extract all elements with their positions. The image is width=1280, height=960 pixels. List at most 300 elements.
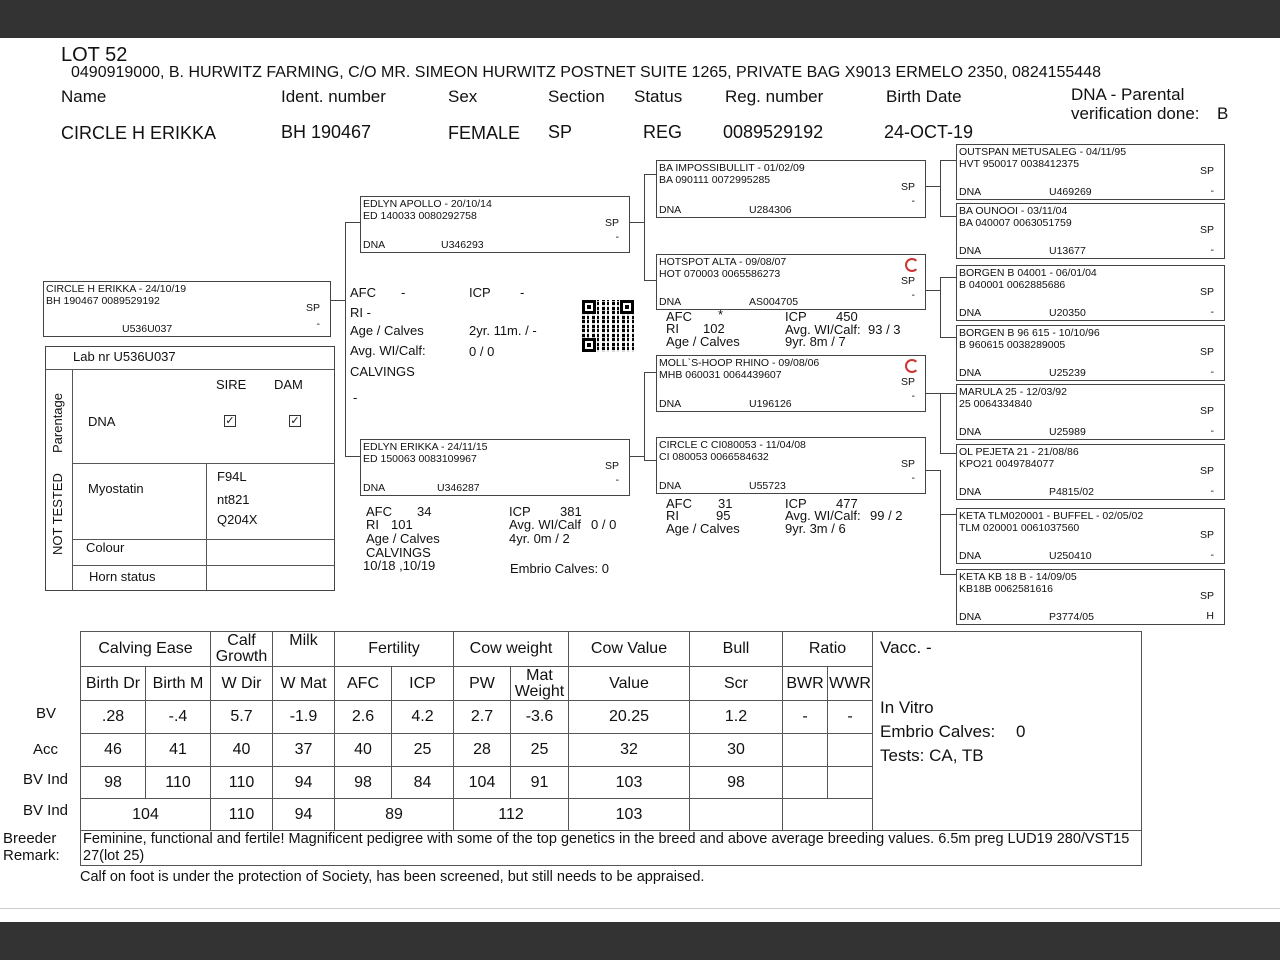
parentage-label: Parentage	[50, 393, 65, 453]
gp1-id: BA 090111 0072995285	[659, 174, 771, 186]
lab-box	[45, 346, 335, 591]
embrio-value: 0	[1016, 722, 1026, 741]
bvind2-cell: 112	[454, 799, 569, 831]
header-birth: Birth Date	[886, 87, 962, 106]
connector	[926, 470, 940, 471]
gp2-name: HOTSPOT ALTA - 09/08/07	[659, 256, 787, 268]
sire-label: SIRE	[216, 377, 247, 392]
hs-ri-value: 102	[703, 321, 725, 336]
ggp-dash: -	[1210, 244, 1214, 256]
sire-sp: SP	[604, 217, 619, 229]
gp3-name: MOLL`S-HOOP RHINO - 09/08/06	[659, 357, 820, 369]
bvind2-cell	[783, 799, 873, 831]
pedigree-ggp-5	[956, 384, 1225, 440]
myo-value: Q204X	[217, 512, 258, 527]
connector	[345, 222, 360, 223]
sub-header: ICP	[392, 667, 454, 701]
sub-header: WWR	[828, 667, 873, 701]
dam-ri-value: 101	[391, 517, 413, 532]
ggp-id: HVT 950017 0038412375	[959, 158, 1080, 170]
ggp-sp: SP	[1199, 590, 1214, 602]
ggp-sp: SP	[1199, 465, 1214, 477]
subject-dash: -	[316, 318, 320, 330]
connector	[345, 222, 346, 456]
side-panel	[873, 632, 1142, 831]
hs-icp-label: ICP	[785, 309, 807, 324]
lab-divider	[46, 369, 334, 370]
sub-header: Birth Dr	[81, 667, 146, 701]
dam-age-label: Age / Calves	[366, 531, 440, 546]
ggp-sp: SP	[1199, 286, 1214, 298]
header-ident: Ident. number	[281, 87, 386, 106]
dam-dash: -	[615, 474, 619, 486]
pedigree-ggp-2	[956, 203, 1225, 259]
ggp-dna-label: DNA	[959, 186, 982, 198]
acc-cell: 40	[335, 734, 392, 767]
self-afc-value: -	[401, 285, 406, 300]
dam-calvings-value: 10/18 ,10/19	[363, 558, 436, 573]
subject-box	[43, 281, 331, 337]
acc-cell: 30	[690, 734, 783, 767]
horn-label: Horn status	[89, 569, 156, 584]
qr-finder	[620, 300, 634, 314]
divider	[0, 908, 1280, 909]
group-milk: Milk	[273, 632, 335, 667]
bvind-cell: 98	[81, 767, 146, 799]
animal-birth: 24-OCT-19	[884, 122, 974, 142]
bvind-cell: 110	[211, 767, 273, 799]
bv-cell: 2.7	[454, 701, 511, 734]
pedigree-granddam-2	[656, 437, 926, 494]
subject-id: BH 190467 0089529192	[46, 295, 160, 307]
dna-label: DNA	[88, 414, 116, 429]
sire-dna-value: U346293	[441, 239, 484, 251]
hs-wi-value: 93 / 3	[868, 322, 901, 337]
sire-dna-check: ✓	[225, 415, 235, 427]
dam-sp: SP	[604, 460, 619, 472]
self-ri: RI -	[350, 305, 371, 320]
breeder-label: Breeder	[3, 830, 57, 847]
cc-ri-label: RI	[666, 508, 679, 523]
ggp-dna-value: U20350	[1049, 307, 1086, 319]
qr-finder	[582, 300, 596, 314]
gp4-sp: SP	[900, 458, 915, 470]
row-label-bvind: BV Ind	[23, 771, 69, 788]
embrio-calves	[880, 722, 1134, 742]
connector	[345, 456, 360, 457]
self-calvings: CALVINGS	[350, 364, 415, 379]
cc-age-label: Age / Calves	[666, 521, 740, 536]
subject-name: CIRCLE H ERIKKA - 24/10/19	[46, 283, 187, 295]
self-age-label: Age / Calves	[350, 323, 424, 338]
connector	[940, 453, 956, 454]
acc-cell	[783, 734, 828, 767]
connector	[331, 300, 345, 301]
cc-icp-label: ICP	[785, 496, 807, 511]
bv-cell: .28	[81, 701, 146, 734]
self-wi-label: Avg. WI/Calf:	[350, 343, 426, 358]
ggp-name: MARULA 25 - 12/03/92	[959, 386, 1067, 398]
dam-icp-value: 381	[560, 504, 582, 519]
gp4-dash: -	[911, 472, 915, 484]
lab-vdivider	[72, 369, 73, 591]
gp4-name: CIRCLE C CI080053 - 11/04/08	[659, 439, 806, 451]
group-cow-value: Cow Value	[569, 632, 690, 667]
connector	[940, 574, 956, 575]
bv-cell: 20.25	[569, 701, 690, 734]
dam-label: DAM	[274, 377, 303, 392]
cc-afc-value: 31	[718, 496, 733, 511]
connector	[940, 337, 956, 338]
bvind2-cell	[690, 799, 783, 831]
red-logo-icon	[905, 359, 919, 373]
owner-line: 0490919000, B. HURWITZ FARMING, C/O MR. SIMEON HURWITZ POSTNET SUITE 1265, PRIVATE BAG X9013 ERMELO 2350, 0824155448	[71, 64, 1101, 81]
ggp-dna-label: DNA	[959, 307, 982, 319]
hs-ri-label: RI	[666, 321, 679, 336]
ggp-dna-value: U469269	[1049, 186, 1092, 198]
sub-header: Value	[569, 667, 690, 701]
gp2-dna-label: DNA	[659, 296, 682, 308]
bvind2-cell: 104	[81, 799, 211, 831]
connector	[926, 290, 940, 291]
remark-label: Remark:	[3, 847, 60, 864]
dam-icp-label: ICP	[509, 504, 531, 519]
connector	[940, 514, 956, 515]
pedigree-grandsire-1	[656, 160, 926, 218]
gp1-dna-label: DNA	[659, 204, 682, 216]
pedigree-grandsire-2	[656, 355, 926, 412]
bvind-cell: 91	[511, 767, 569, 799]
in-vitro: In Vitro	[880, 698, 934, 717]
ggp-dna-label: DNA	[959, 367, 982, 379]
myo-vdivider	[206, 463, 207, 591]
sub-header: W Mat	[273, 667, 335, 701]
bvind-cell: 110	[146, 767, 211, 799]
connector	[630, 456, 644, 457]
animal-ident: BH 190467	[281, 122, 372, 142]
dam-calvings: CALVINGS	[366, 545, 431, 560]
acc-cell: 41	[146, 734, 211, 767]
gp3-id: MHB 060031 0064439607	[659, 369, 782, 381]
gp4-dna-value: U55723	[749, 480, 786, 492]
acc-cell: 25	[392, 734, 454, 767]
dam-id: ED 150063 0083109967	[363, 453, 477, 465]
acc-cell: 25	[511, 734, 569, 767]
ggp-id: KPO21 0049784077	[959, 458, 1055, 470]
gp2-dash: -	[911, 289, 915, 301]
sub-header: AFC	[335, 667, 392, 701]
ggp-dna-value: U13677	[1049, 245, 1086, 257]
gp3-dash: -	[911, 390, 915, 402]
cc-ri-value: 95	[716, 508, 731, 523]
ggp-dash: -	[1210, 366, 1214, 378]
hs-age-value: 9yr. 8m / 7	[785, 334, 846, 349]
self-age-value: 2yr. 11m. / -	[469, 323, 537, 338]
footer-note: Calf on foot is under the protection of Society, has been screened, but still needs to be appraised.	[80, 869, 705, 885]
row-label-bv: BV	[36, 705, 57, 722]
animal-status: REG	[643, 122, 683, 142]
ggp-id: B 960615 0038289005	[959, 339, 1066, 351]
sub-header: BWR	[783, 667, 828, 701]
group-fertility: Fertility	[335, 632, 454, 667]
lot-number: LOT 52	[61, 44, 128, 66]
gp3-dna-label: DNA	[659, 398, 682, 410]
ggp-sp: SP	[1199, 529, 1214, 541]
cc-wi-label: Avg. WI/Calf:	[785, 508, 861, 523]
ggp-sp: SP	[1199, 346, 1214, 358]
hs-afc-label: AFC	[666, 309, 692, 324]
gp3-sp: SP	[900, 376, 915, 388]
pedigree-ggp-3	[956, 265, 1225, 321]
ggp-name: OUTSPAN METUSALEG - 04/11/95	[959, 146, 1127, 158]
bv-cell: 4.2	[392, 701, 454, 734]
header-section: Section	[548, 87, 605, 106]
horn-divider	[72, 565, 335, 566]
header-reg: Reg. number	[725, 87, 824, 106]
gp2-sp: SP	[900, 275, 915, 287]
bvind-cell: 84	[392, 767, 454, 799]
header-dna-verif: verification done:	[1071, 104, 1200, 123]
bvind-cell: 94	[273, 767, 335, 799]
ggp-name: BORGEN B 96 615 - 10/10/96	[959, 327, 1100, 339]
bv-cell: -1.9	[273, 701, 335, 734]
myo-value: F94L	[217, 469, 247, 484]
gp2-id: HOT 070003 0065586273	[659, 268, 781, 280]
dam-afc-value: 34	[417, 504, 432, 519]
connector	[926, 186, 940, 187]
sire-name: EDLYN APOLLO - 20/10/14	[363, 198, 492, 210]
bvind-cell: 98	[690, 767, 783, 799]
gp1-sp: SP	[900, 181, 915, 193]
connector	[644, 372, 645, 460]
connector	[940, 393, 956, 394]
acc-cell: 46	[81, 734, 146, 767]
colour-label: Colour	[86, 540, 125, 555]
ggp-name: KETA KB 18 B - 14/09/05	[959, 571, 1077, 583]
ggp-sp: SP	[1199, 224, 1214, 236]
ggp-dna-value: U25989	[1049, 426, 1086, 438]
sub-header: Mat Weight	[511, 667, 569, 701]
header-name: Name	[61, 87, 107, 106]
self-wi-value: 0 / 0	[469, 344, 495, 359]
ggp-dash: -	[1210, 549, 1214, 561]
hs-wi-label: Avg. WI/Calf:	[785, 322, 861, 337]
gp2-dna-value: AS004705	[749, 296, 799, 308]
tests: Tests: CA, TB	[880, 746, 984, 765]
ggp-name: KETA TLM020001 - BUFFEL - 02/05/02	[959, 510, 1144, 522]
bv-cell: 1.2	[690, 701, 783, 734]
cc-age-value: 9yr. 3m / 6	[785, 521, 846, 536]
ggp-id: KB18B 0062581616	[959, 583, 1054, 595]
group-calf-growth: Calf Growth	[211, 632, 273, 667]
ggp-dna-value: U25239	[1049, 367, 1086, 379]
acc-cell: 37	[273, 734, 335, 767]
myostatin-label: Myostatin	[88, 481, 144, 496]
animal-section: SP	[548, 122, 573, 142]
subject-sp: SP	[305, 302, 320, 314]
hs-age-label: Age / Calves	[666, 334, 740, 349]
animal-sex: FEMALE	[448, 123, 521, 143]
dam-wi-value: 0 / 0	[591, 517, 617, 532]
ggp-id: B 040001 0062885686	[959, 279, 1066, 291]
connector	[926, 393, 940, 394]
sire-dash: -	[615, 231, 619, 243]
not-tested-label: NOT TESTED	[50, 473, 65, 555]
dam-embrio: Embrio Calves: 0	[510, 561, 609, 576]
bvind-cell: 103	[569, 767, 690, 799]
animal-reg: 0089529192	[723, 122, 824, 142]
ggp-dna-value: U250410	[1049, 550, 1092, 562]
gp1-name: BA IMPOSSIBULLIT - 01/02/09	[659, 162, 805, 174]
dam-name: EDLYN ERIKKA - 24/11/15	[363, 441, 488, 453]
ggp-dna-label: DNA	[959, 245, 982, 257]
self-icp-label: ICP	[469, 285, 491, 300]
gp3-dna-value: U196126	[749, 398, 792, 410]
acc-cell: 28	[454, 734, 511, 767]
vacc: Vacc. -	[880, 638, 932, 657]
cc-wi-value: 99 / 2	[870, 508, 903, 523]
self-icp-value: -	[520, 285, 525, 300]
sub-header: W Dir	[211, 667, 273, 701]
group-calving-ease: Calving Ease	[81, 632, 211, 667]
header-dna-value: B	[1217, 104, 1229, 123]
pedigree-ggp-7	[956, 508, 1225, 564]
group-cow-weight: Cow weight	[454, 632, 569, 667]
connector	[940, 277, 956, 278]
ggp-dna-value: P4815/02	[1049, 486, 1094, 498]
dam-dna-value: U346287	[437, 482, 480, 494]
bv-cell: -.4	[146, 701, 211, 734]
gp1-dash: -	[911, 195, 915, 207]
connector	[940, 277, 941, 337]
pedigree-ggp-8	[956, 569, 1225, 625]
connector	[940, 216, 956, 217]
red-logo-icon	[905, 258, 919, 272]
group-ratio: Ratio	[783, 632, 873, 667]
bv-cell: -	[783, 701, 828, 734]
animal-name: CIRCLE H ERIKKA	[61, 123, 217, 143]
sire-id: ED 140033 0080292758	[363, 210, 477, 222]
cc-icp-value: 477	[836, 496, 858, 511]
myo-value: nt821	[217, 492, 250, 507]
sub-header: Scr	[690, 667, 783, 701]
hs-icp-value: 450	[836, 309, 858, 324]
subject-dna-value: U536U037	[122, 323, 173, 335]
row-label-acc: Acc	[33, 741, 59, 758]
myo-divider	[72, 463, 335, 464]
bv-cell: -3.6	[511, 701, 569, 734]
connector	[940, 470, 941, 574]
header-status: Status	[634, 87, 683, 106]
pedigree-sire	[360, 196, 630, 253]
bv-cell: -	[828, 701, 873, 734]
dam-age-value: 4yr. 0m / 2	[509, 531, 570, 546]
pedigree-ggp-4	[956, 325, 1225, 381]
bv-cell: 2.6	[335, 701, 392, 734]
self-calvings-value: -	[353, 390, 358, 405]
connector	[940, 393, 941, 453]
dam-wi-label: Avg. WI/Calf	[509, 517, 582, 532]
ggp-name: BORGEN B 04001 - 06/01/04	[959, 267, 1097, 279]
ggp-dna-label: DNA	[959, 611, 982, 623]
self-afc-label: AFC	[350, 285, 376, 300]
connector	[940, 160, 941, 216]
lab-number: Lab nr U536U037	[73, 349, 176, 364]
connector	[644, 174, 645, 280]
header-dna-title: DNA - Parental	[1071, 85, 1185, 104]
pedigree-dam	[360, 439, 630, 496]
ggp-id: BA 040007 0063051759	[959, 217, 1072, 229]
gp4-dna-label: DNA	[659, 480, 682, 492]
gp1-dna-value: U284306	[749, 204, 792, 216]
ggp-name: OL PEJETA 21 - 21/08/86	[959, 446, 1079, 458]
breeder-remark: Feminine, functional and fertile! Magnificent pedigree with some of the top genetics in the breed and above average breeding values. 6.5m preg LUD19 280/VST15 27(lot 25)	[81, 831, 1142, 866]
embrio-label: Embrio Calves:	[880, 722, 996, 741]
dam-afc-label: AFC	[366, 504, 392, 519]
dam-dna-label: DNA	[363, 482, 386, 494]
bvind2-cell: 89	[335, 799, 454, 831]
group-bull: Bull	[690, 632, 783, 667]
ggp-sp: SP	[1199, 165, 1214, 177]
qr-code	[582, 300, 634, 352]
ggp-dash: -	[1210, 425, 1214, 437]
ggp-dna-label: DNA	[959, 550, 982, 562]
breeding-values-table	[80, 631, 1142, 866]
dam-dna-check: ✓	[290, 415, 300, 427]
connector	[630, 222, 644, 223]
pedigree-ggp-6	[956, 444, 1225, 500]
acc-cell: 32	[569, 734, 690, 767]
ggp-name: BA OUNOOI - 03/11/04	[959, 205, 1068, 217]
connector	[940, 160, 956, 161]
bvind-cell: 104	[454, 767, 511, 799]
ggp-id: 25 0064334840	[959, 398, 1032, 410]
bvind-cell: 98	[335, 767, 392, 799]
ggp-sp: SP	[1199, 405, 1214, 417]
ggp-dash: -	[1210, 306, 1214, 318]
bv-cell: 5.7	[211, 701, 273, 734]
ggp-id: TLM 020001 0061037560	[959, 522, 1080, 534]
ggp-dash: -	[1210, 185, 1214, 197]
pedigree-ggp-1	[956, 144, 1225, 200]
bottom-bar	[0, 922, 1280, 960]
pedigree-granddam-1	[656, 254, 926, 310]
ggp-dash: H	[1206, 610, 1214, 622]
bvind-cell	[783, 767, 828, 799]
sire-dna-label: DNA	[363, 239, 386, 251]
acc-cell	[828, 734, 873, 767]
row-label-bvind2: BV Ind	[23, 802, 69, 819]
ggp-dna-label: DNA	[959, 486, 982, 498]
header-sex: Sex	[448, 87, 478, 106]
ggp-dna-value: P3774/05	[1049, 611, 1094, 623]
dam-ri-label: RI	[366, 517, 379, 532]
sub-header: Birth M	[146, 667, 211, 701]
ggp-dna-label: DNA	[959, 426, 982, 438]
gp4-id: CI 080053 0066584632	[659, 451, 769, 463]
bvind-cell	[828, 767, 873, 799]
qr-finder	[582, 338, 596, 352]
sub-header: PW	[454, 667, 511, 701]
cc-afc-label: AFC	[666, 496, 692, 511]
bvind2-cell: 94	[273, 799, 335, 831]
bvind2-cell: 110	[211, 799, 273, 831]
bvind2-cell: 103	[569, 799, 690, 831]
hs-afc-value: *	[718, 307, 724, 322]
ggp-dash: -	[1210, 485, 1214, 497]
top-bar	[0, 0, 1280, 38]
acc-cell: 40	[211, 734, 273, 767]
